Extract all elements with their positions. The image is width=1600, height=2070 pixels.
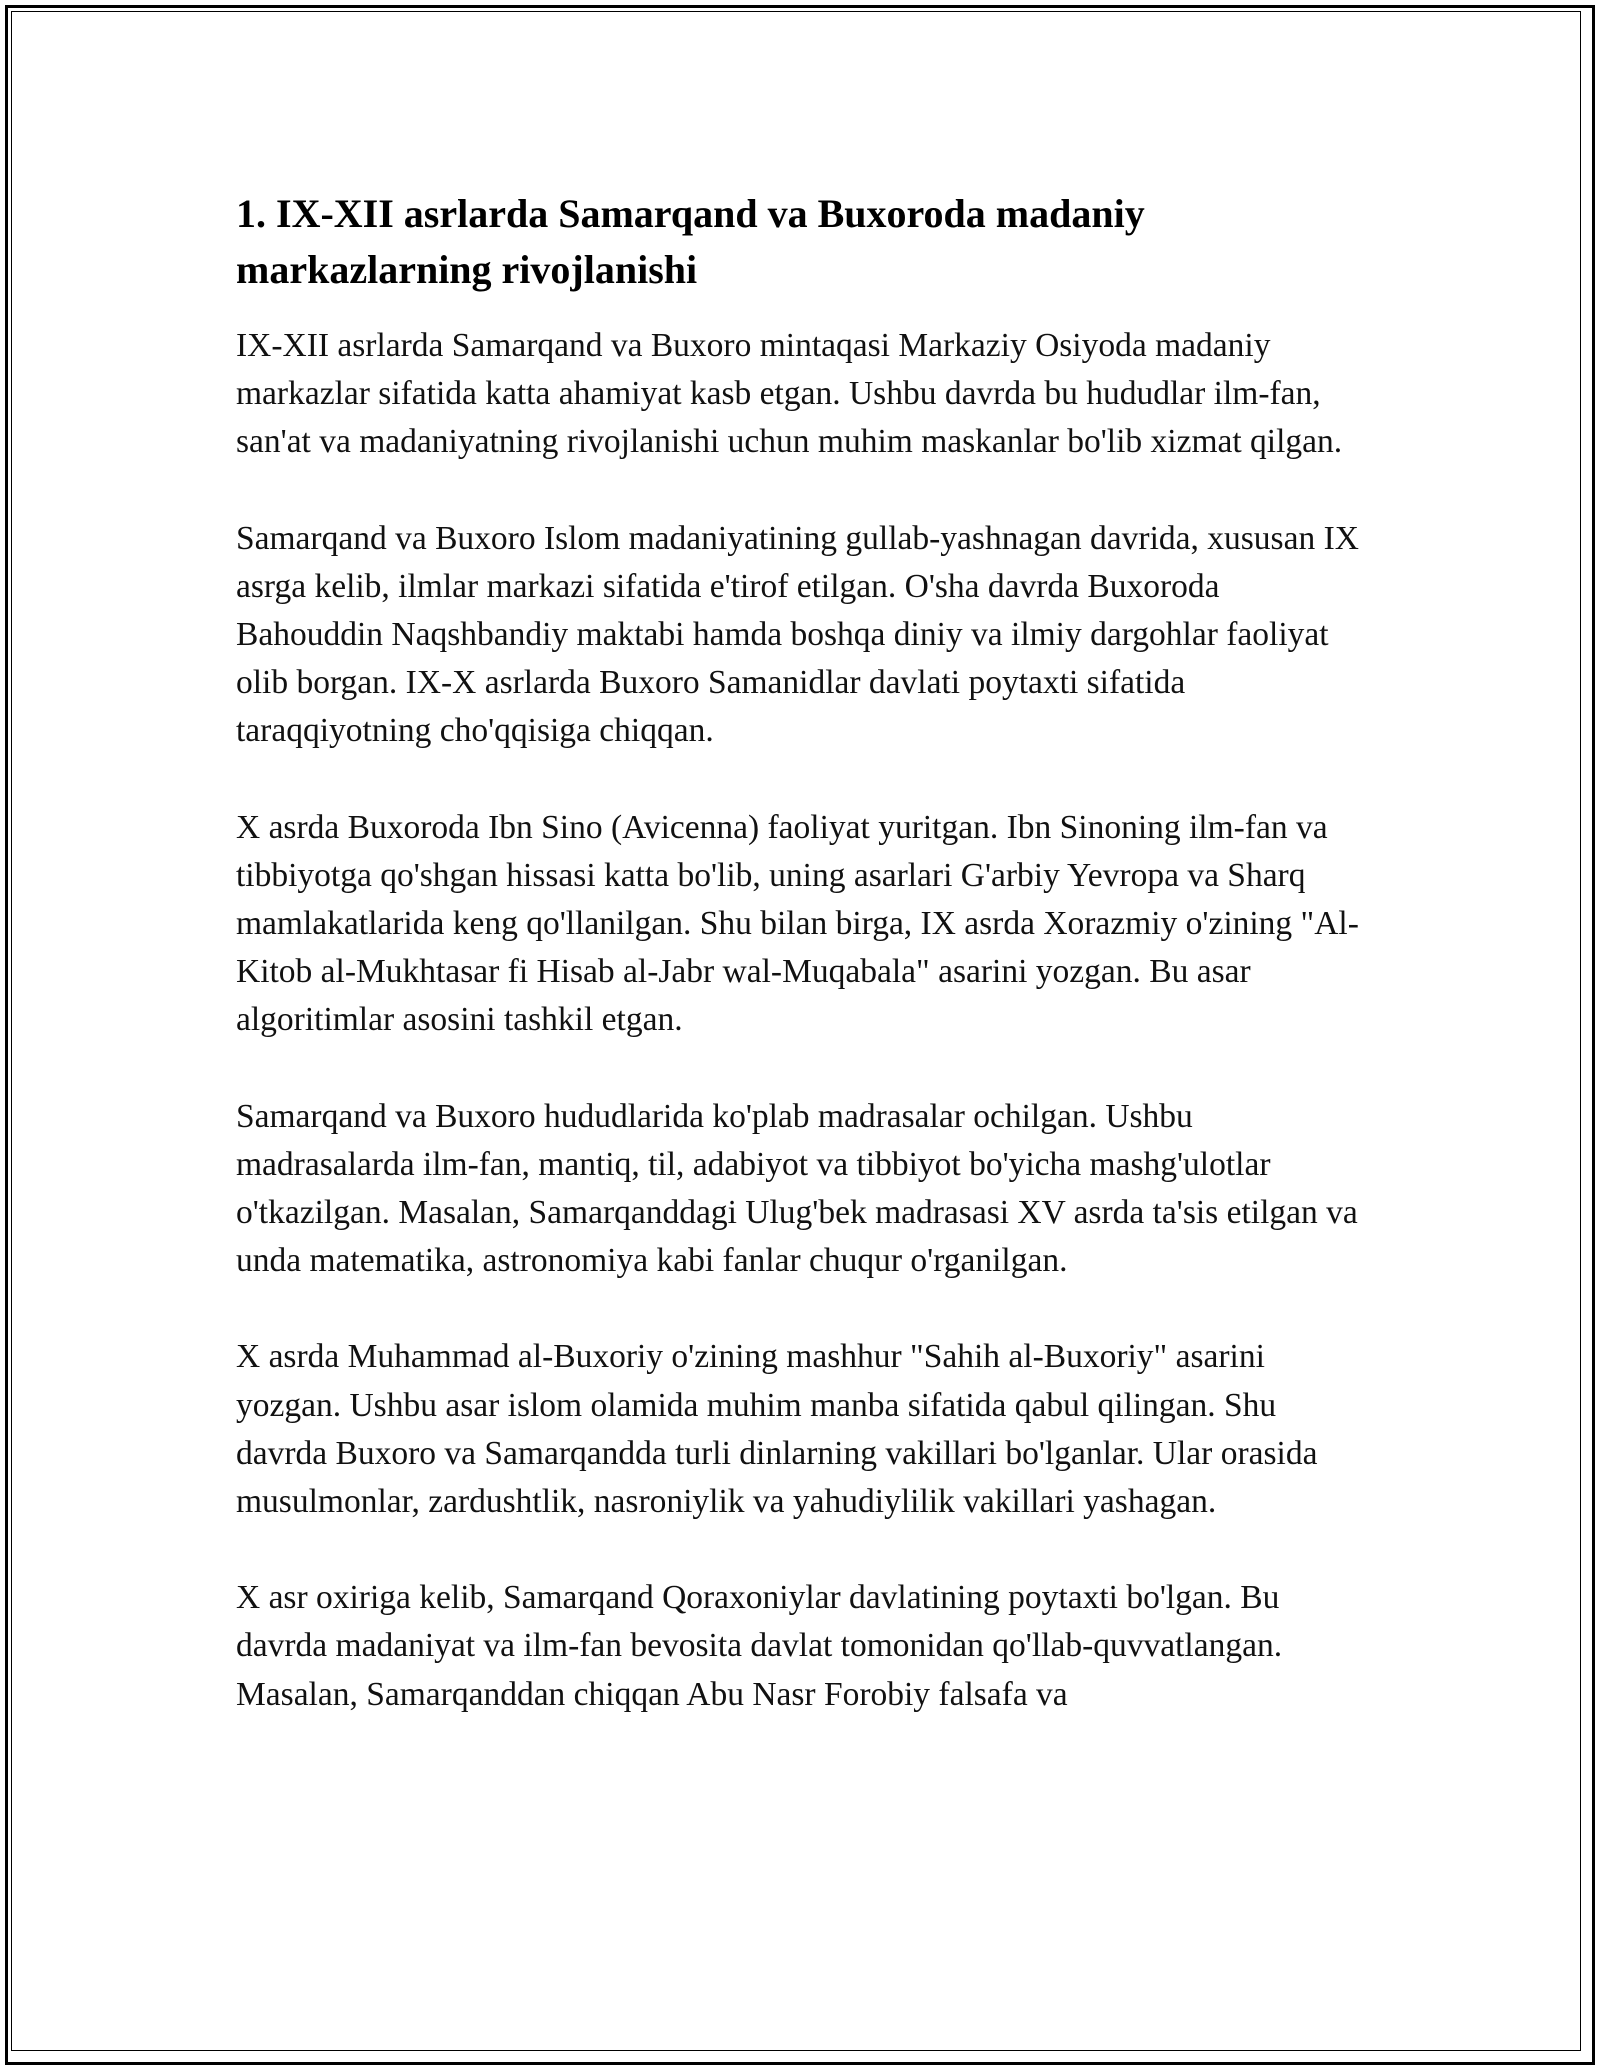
paragraph-5: X asrda Muhammad al-Buxoriy o'zining mashhur "Sahih al-Buxoriy" asarini yozgan. Ushbu asar islom olamida muhim manba sifatida qabul qilingan. Shu davrda Buxoro va Samarqandda turli dinlarning vakillari bo'lganlar. Ular orasida musulmonlar, zardushtlik, nasroniylik va yahudiylilik vakillari yashagan. <box>236 1338 1318 1521</box>
paragraph-6: X asr oxiriga kelib, Samarqand Qoraxoniylar davlatining poytaxti bo'lgan. Bu davrda madaniyat va ilm-fan bevosita davlat tomonidan qo'llab-quvvatlangan. Masalan, Samarqanddan chiqqan Abu Nasr Forobiy falsafa va <box>236 1579 1283 1713</box>
paragraph-4: Samarqand va Buxoro hududlarida ko'plab madrasalar ochilgan. Ushbu madrasalarda ilm-fan, mantiq, til, adabiyot va tibbiyot bo'yicha mashg'ulotlar o'tkazilgan. Masalan, Samarqanddagi Ulug'bek madrasasi XV asrda ta'sis etilgan va unda matematika, astronomiya kabi fanlar chuqur o'rganilgan. <box>236 1097 1358 1280</box>
paragraph-1: IX-XII asrlarda Samarqand va Buxoro mintaqasi Markaziy Osiyoda madaniy markazlar sifatida katta ahamiyat kasb etgan. Ushbu davrda bu hududlar ilm-fan, san'at va madaniyatning rivojlanishi uchun muhim maskanlar bo'lib xizmat qilgan. <box>236 327 1343 461</box>
paragraph-2: Samarqand va Buxoro Islom madaniyatining gullab-yashnagan davrida, xususan IX asrga kelib, ilmlar markazi sifatida e'tirof etilgan. O'sha davrda Buxoroda Bahouddin Naqshbandiy maktabi hamda boshqa diniy va ilmiy dargohlar faoliyat olib borgan. IX-X asrlarda Buxoro Samanidlar davlati poytaxti sifatida taraqqiyotning cho'qqisiga chiqqan. <box>236 519 1359 750</box>
paragraph-3: X asrda Buxoroda Ibn Sino (Avicenna) faoliyat yuritgan. Ibn Sinoning ilm-fan va tibbiyotga qo'shgan hissasi katta bo'lib, uning asarlari G'arbiy Yevropa va Sharq mamlakatlarida keng qo'llanilgan. Shu bilan birga, IX asrda Xorazmiy o'zining "Al-Kitob al-Mukhtasar fi Hisab al-Jabr wal-Muqabala" asarini yozgan. Bu asar algoritimlar asosini tashkil etgan. <box>236 808 1359 1039</box>
document-title: 1. IX-XII asrlarda Samarqand va Buxoroda madaniy markazlarning rivojlanishi <box>236 191 1145 292</box>
document-body <box>236 186 1366 1719</box>
